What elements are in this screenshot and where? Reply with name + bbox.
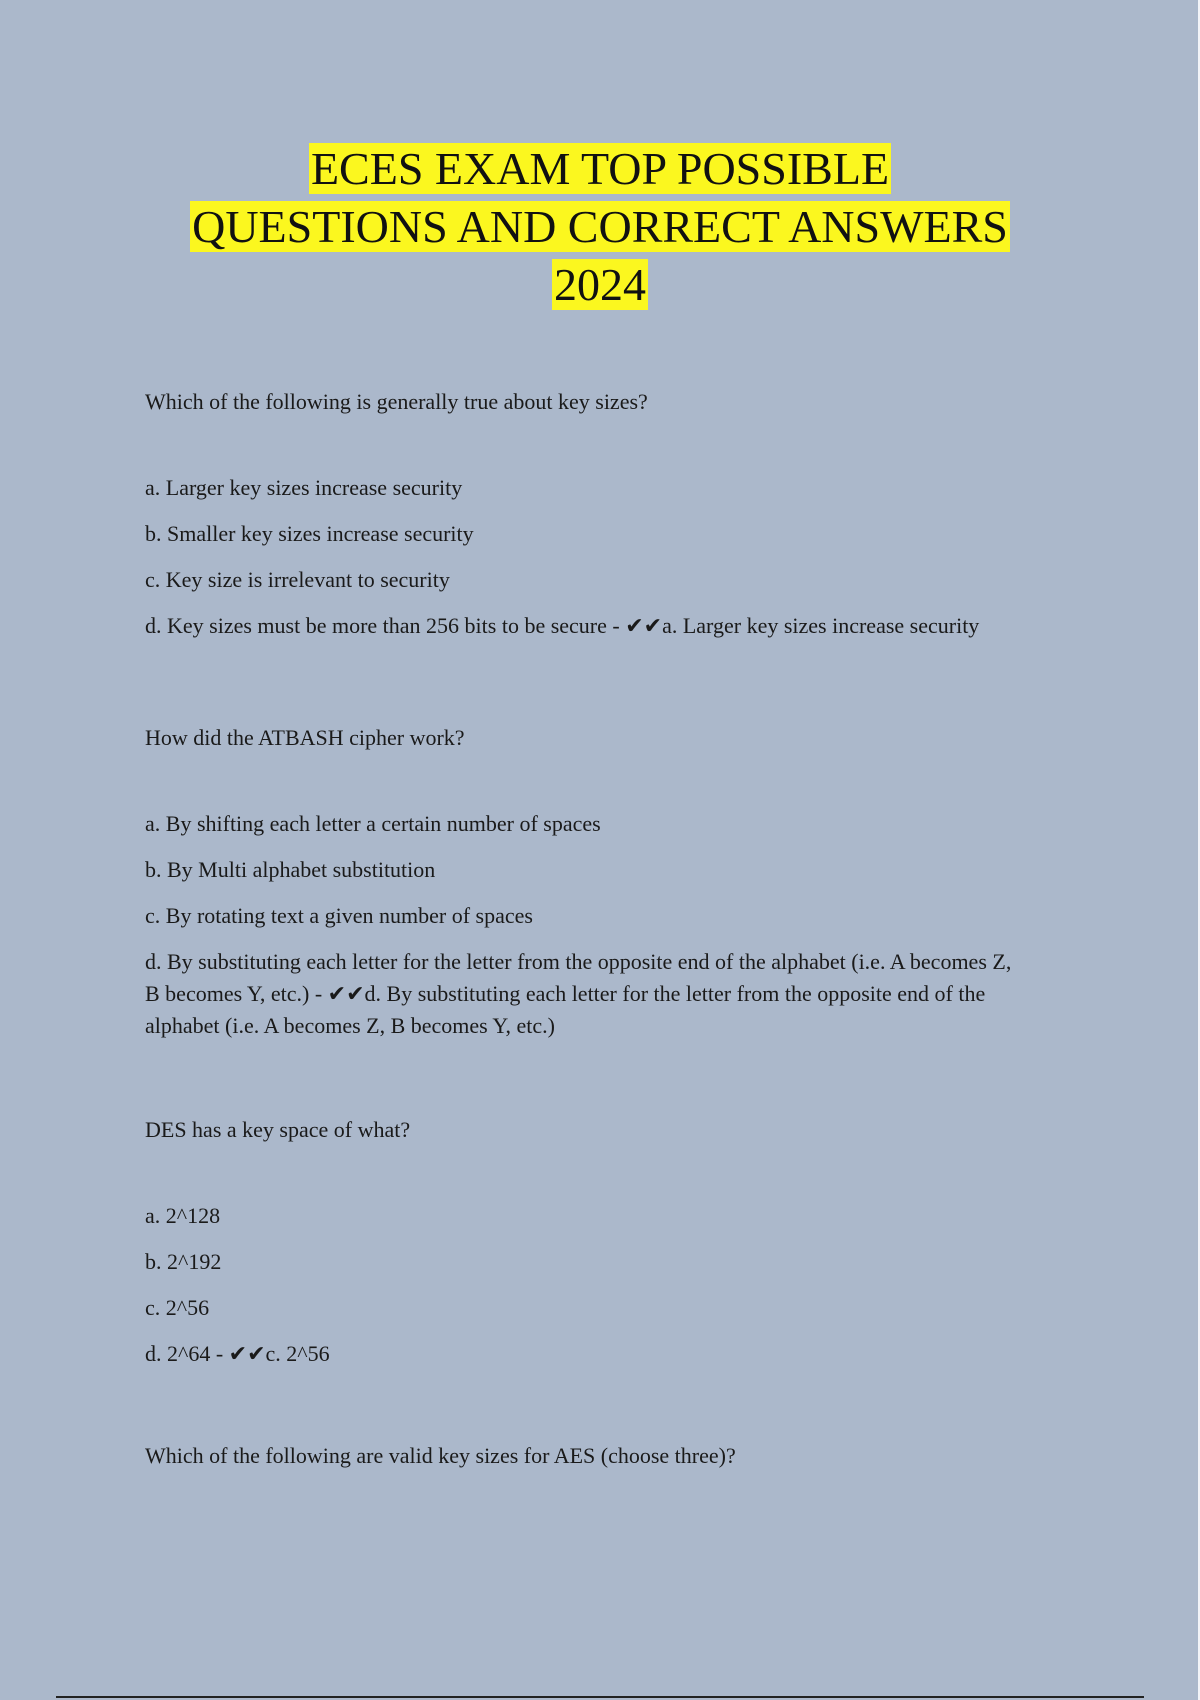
option-a: a. Larger key sizes increase security [145,475,463,500]
question-block-3 [145,1114,1015,1370]
option-c: c. 2^56 [145,1295,210,1320]
question-block-2 [145,722,1015,1042]
question-text: Which of the following are valid key sizes for AES (choose three)? [145,1443,736,1468]
question-text: Which of the following is generally true about key sizes? [145,389,648,414]
question-block-4 [145,1440,1015,1472]
option-b: b. Smaller key sizes increase security [145,521,474,546]
option-d-with-answer: d. Key sizes must be more than 256 bits to be secure - ✔✔a. Larger key sizes increase security [145,613,980,638]
option-b: b. 2^192 [145,1249,222,1274]
option-a: a. 2^128 [145,1203,221,1228]
document-title [0,140,1200,314]
option-d-with-answer: d. 2^64 - ✔✔c. 2^56 [145,1341,330,1366]
page-bottom-rule [56,1696,1144,1698]
question-text: How did the ATBASH cipher work? [145,725,465,750]
option-d-with-answer: d. By substituting each letter for the letter from the opposite end of the alphabet (i.e. A becomes Z, B becomes Y, etc.) - ✔✔d. By substituting each letter for the letter from the opposite end of the alphabet (i.e. A becomes Z, B becomes Y, etc.) [145,949,1012,1038]
question-text: DES has a key space of what? [145,1117,411,1142]
document-body [145,386,1015,1552]
title-line-1: ECES EXAM TOP POSSIBLE [310,143,890,194]
options-list [145,472,1015,642]
option-c: c. By rotating text a given number of spaces [145,903,533,928]
title-line-3: 2024 [554,259,646,310]
title-line-2: QUESTIONS AND CORRECT ANSWERS [192,201,1008,252]
option-b: b. By Multi alphabet substitution [145,857,436,882]
options-list [145,1200,1015,1370]
option-a: a. By shifting each letter a certain number of spaces [145,811,601,836]
option-c: c. Key size is irrelevant to security [145,567,450,592]
question-block-1 [145,386,1015,642]
options-list [145,808,1015,1042]
